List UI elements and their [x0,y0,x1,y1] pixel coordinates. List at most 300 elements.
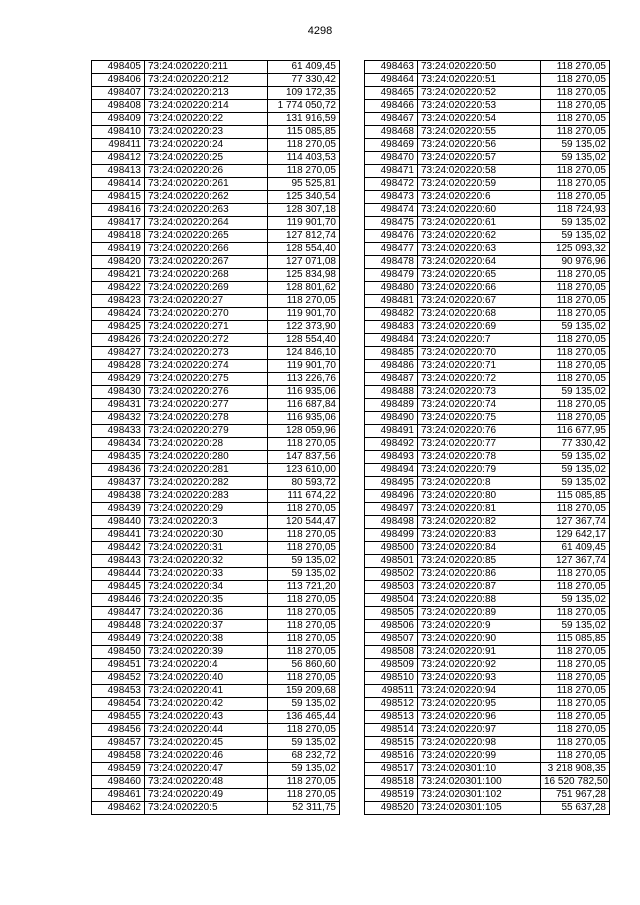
table-row [92,204,340,217]
value-cell: 59 135,02 [541,620,610,633]
row-number-cell: 498436 [92,464,145,477]
row-number-cell: 498516 [365,750,418,763]
cadastral-number-cell: 73:24:020220:280 [145,451,268,464]
value-cell: 59 135,02 [268,568,340,581]
cadastral-number-cell: 73:24:020220:266 [145,243,268,256]
table-row [92,802,340,815]
table-row [365,308,610,321]
value-cell: 61 409,45 [541,542,610,555]
value-cell: 118 270,05 [541,737,610,750]
value-cell: 118 270,05 [541,61,610,74]
row-number-cell: 498480 [365,282,418,295]
row-number-cell: 498505 [365,607,418,620]
table-row [92,100,340,113]
cadastral-number-cell: 73:24:020220:45 [145,737,268,750]
value-cell: 159 209,68 [268,685,340,698]
cadastral-number-cell: 73:24:020220:58 [418,165,541,178]
value-cell: 118 270,05 [268,646,340,659]
table-row [92,152,340,165]
value-cell: 118 270,05 [268,672,340,685]
table-row [92,334,340,347]
row-number-cell: 498514 [365,724,418,737]
cadastral-number-cell: 73:24:020220:211 [145,61,268,74]
value-cell: 95 525,81 [268,178,340,191]
table-row [92,87,340,100]
table-row [365,100,610,113]
cadastral-number-cell: 73:24:020220:47 [145,763,268,776]
row-number-cell: 498517 [365,763,418,776]
row-number-cell: 498431 [92,399,145,412]
row-number-cell: 498408 [92,100,145,113]
cadastral-number-cell: 73:24:020220:74 [418,399,541,412]
row-number-cell: 498482 [365,308,418,321]
table-row [92,776,340,789]
cadastral-number-cell: 73:24:020220:78 [418,451,541,464]
cadastral-number-cell: 73:24:020220:89 [418,607,541,620]
table-row [365,542,610,555]
row-number-cell: 498460 [92,776,145,789]
row-number-cell: 498512 [365,698,418,711]
value-cell: 118 270,05 [268,139,340,152]
row-number-cell: 498454 [92,698,145,711]
cadastral-number-cell: 73:24:020220:28 [145,438,268,451]
row-number-cell: 498509 [365,659,418,672]
row-number-cell: 498511 [365,685,418,698]
row-number-cell: 498446 [92,594,145,607]
table-row [365,269,610,282]
cadastral-number-cell: 73:24:020220:268 [145,269,268,282]
cadastral-number-cell: 73:24:020220:39 [145,646,268,659]
cadastral-number-cell: 73:24:020220:273 [145,347,268,360]
value-cell: 59 135,02 [541,139,610,152]
row-number-cell: 498412 [92,152,145,165]
row-number-cell: 498420 [92,256,145,269]
cadastral-number-cell: 73:24:020220:71 [418,360,541,373]
row-number-cell: 498484 [365,334,418,347]
cadastral-number-cell: 73:24:020220:97 [418,724,541,737]
row-number-cell: 498508 [365,646,418,659]
cadastral-number-cell: 73:24:020220:3 [145,516,268,529]
row-number-cell: 498448 [92,620,145,633]
left-table-body [92,61,340,815]
table-row [365,152,610,165]
value-cell: 118 270,05 [541,334,610,347]
row-number-cell: 498485 [365,347,418,360]
page-number: 4298 [307,25,333,37]
cadastral-number-cell: 73:24:020220:214 [145,100,268,113]
table-row [92,126,340,139]
row-number-cell: 498413 [92,165,145,178]
cadastral-number-cell: 73:24:020220:51 [418,74,541,87]
cadastral-number-cell: 73:24:020220:41 [145,685,268,698]
value-cell: 118 270,05 [541,113,610,126]
value-cell: 68 232,72 [268,750,340,763]
cadastral-number-cell: 73:24:020220:283 [145,490,268,503]
row-number-cell: 498447 [92,607,145,620]
table-row [92,529,340,542]
cadastral-number-cell: 73:24:020220:30 [145,529,268,542]
row-number-cell: 498449 [92,633,145,646]
cadastral-number-cell: 73:24:020220:52 [418,87,541,100]
table-row [92,256,340,269]
value-cell: 90 976,96 [541,256,610,269]
cadastral-number-cell: 73:24:020220:29 [145,503,268,516]
row-number-cell: 498488 [365,386,418,399]
value-cell: 118 270,05 [268,438,340,451]
cadastral-number-cell: 73:24:020220:271 [145,321,268,334]
cadastral-number-cell: 73:24:020220:261 [145,178,268,191]
cadastral-number-cell: 73:24:020220:83 [418,529,541,542]
cadastral-number-cell: 73:24:020220:269 [145,282,268,295]
value-cell: 115 085,85 [268,126,340,139]
cadastral-number-cell: 73:24:020220:278 [145,412,268,425]
row-number-cell: 498452 [92,672,145,685]
value-cell: 118 270,05 [541,711,610,724]
value-cell: 118 270,05 [541,581,610,594]
table-row [92,243,340,256]
table-row [365,659,610,672]
row-number-cell: 498515 [365,737,418,750]
table-row [92,74,340,87]
value-cell: 118 270,05 [268,503,340,516]
cadastral-number-cell: 73:24:020220:76 [418,425,541,438]
value-cell: 118 270,05 [541,87,610,100]
value-cell: 118 270,05 [541,360,610,373]
cadastral-number-cell: 73:24:020301:100 [418,776,541,789]
value-cell: 118 270,05 [268,633,340,646]
cadastral-number-cell: 73:24:020301:105 [418,802,541,815]
cadastral-number-cell: 73:24:020220:4 [145,659,268,672]
value-cell: 127 071,08 [268,256,340,269]
value-cell: 116 935,06 [268,412,340,425]
cadastral-number-cell: 73:24:020220:32 [145,555,268,568]
value-cell: 109 172,35 [268,87,340,100]
row-number-cell: 498440 [92,516,145,529]
row-number-cell: 498405 [92,61,145,74]
table-row [365,789,610,802]
row-number-cell: 498450 [92,646,145,659]
value-cell: 59 135,02 [541,451,610,464]
cadastral-number-cell: 73:24:020220:70 [418,347,541,360]
row-number-cell: 498424 [92,308,145,321]
value-cell: 118 270,05 [268,594,340,607]
table-row [92,438,340,451]
row-number-cell: 498416 [92,204,145,217]
value-cell: 118 270,05 [541,750,610,763]
cadastral-number-cell: 73:24:020220:37 [145,620,268,633]
row-number-cell: 498471 [365,165,418,178]
table-row [92,568,340,581]
cadastral-number-cell: 73:24:020220:62 [418,230,541,243]
value-cell: 59 135,02 [541,464,610,477]
value-cell: 125 340,54 [268,191,340,204]
row-number-cell: 498467 [365,113,418,126]
cadastral-number-cell: 73:24:020220:22 [145,113,268,126]
cadastral-number-cell: 73:24:020220:53 [418,100,541,113]
value-cell: 59 135,02 [268,763,340,776]
table-row [365,724,610,737]
table-row [365,347,610,360]
table-row [92,308,340,321]
cadastral-number-cell: 73:24:020220:99 [418,750,541,763]
row-number-cell: 498519 [365,789,418,802]
table-row [365,295,610,308]
row-number-cell: 498407 [92,87,145,100]
row-number-cell: 498417 [92,217,145,230]
cadastral-number-cell: 73:24:020220:46 [145,750,268,763]
table-row [365,737,610,750]
row-number-cell: 498418 [92,230,145,243]
table-row [92,724,340,737]
value-cell: 118 270,05 [541,724,610,737]
row-number-cell: 498423 [92,295,145,308]
value-cell: 119 901,70 [268,217,340,230]
cadastral-number-cell: 73:24:020220:75 [418,412,541,425]
value-cell: 113 226,76 [268,373,340,386]
value-cell: 118 270,05 [541,685,610,698]
table-row [365,555,610,568]
table-row [92,750,340,763]
table-row [365,399,610,412]
row-number-cell: 498470 [365,152,418,165]
cadastral-number-cell: 73:24:020220:9 [418,620,541,633]
row-number-cell: 498518 [365,776,418,789]
cadastral-number-cell: 73:24:020220:267 [145,256,268,269]
row-number-cell: 498469 [365,139,418,152]
cadastral-number-cell: 73:24:020220:281 [145,464,268,477]
value-cell: 118 724,93 [541,204,610,217]
row-number-cell: 498439 [92,503,145,516]
table-row [92,594,340,607]
row-number-cell: 498489 [365,399,418,412]
cadastral-number-cell: 73:24:020220:60 [418,204,541,217]
cadastral-number-cell: 73:24:020220:26 [145,165,268,178]
table-row [92,516,340,529]
row-number-cell: 498499 [365,529,418,542]
table-row [92,269,340,282]
table-row [365,490,610,503]
row-number-cell: 498435 [92,451,145,464]
table-row [365,672,610,685]
row-number-cell: 498503 [365,581,418,594]
right-data-table [364,60,610,815]
row-number-cell: 498465 [365,87,418,100]
cadastral-number-cell: 73:24:020220:66 [418,282,541,295]
table-row [365,360,610,373]
row-number-cell: 498422 [92,282,145,295]
value-cell: 59 135,02 [268,698,340,711]
value-cell: 118 270,05 [541,412,610,425]
row-number-cell: 498468 [365,126,418,139]
value-cell: 116 935,06 [268,386,340,399]
row-number-cell: 498496 [365,490,418,503]
table-row [92,685,340,698]
table-row [365,386,610,399]
cadastral-number-cell: 73:24:020220:25 [145,152,268,165]
value-cell: 59 135,02 [541,477,610,490]
row-number-cell: 498520 [365,802,418,815]
row-number-cell: 498483 [365,321,418,334]
row-number-cell: 498472 [365,178,418,191]
table-row [92,347,340,360]
row-number-cell: 498475 [365,217,418,230]
table-row [92,763,340,776]
value-cell: 127 812,74 [268,230,340,243]
value-cell: 118 270,05 [541,269,610,282]
value-cell: 122 373,90 [268,321,340,334]
row-number-cell: 498428 [92,360,145,373]
cadastral-number-cell: 73:24:020220:24 [145,139,268,152]
table-row [365,763,610,776]
value-cell: 118 270,05 [541,191,610,204]
cadastral-number-cell: 73:24:020220:67 [418,295,541,308]
cadastral-number-cell: 73:24:020220:264 [145,217,268,230]
table-row [92,451,340,464]
row-number-cell: 498495 [365,477,418,490]
value-cell: 124 846,10 [268,347,340,360]
table-row [92,646,340,659]
value-cell: 118 270,05 [541,74,610,87]
table-row [365,633,610,646]
row-number-cell: 498419 [92,243,145,256]
row-number-cell: 498463 [365,61,418,74]
row-number-cell: 498492 [365,438,418,451]
cadastral-number-cell: 73:24:020220:65 [418,269,541,282]
row-number-cell: 498507 [365,633,418,646]
value-cell: 119 901,70 [268,360,340,373]
table-row [365,178,610,191]
row-number-cell: 498500 [365,542,418,555]
table-row [365,74,610,87]
row-number-cell: 498453 [92,685,145,698]
cadastral-number-cell: 73:24:020220:96 [418,711,541,724]
table-row [365,594,610,607]
table-row [92,555,340,568]
value-cell: 128 554,40 [268,243,340,256]
cadastral-number-cell: 73:24:020220:90 [418,633,541,646]
cadastral-number-cell: 73:24:020220:35 [145,594,268,607]
value-cell: 131 916,59 [268,113,340,126]
value-cell: 125 093,32 [541,243,610,256]
value-cell: 118 270,05 [541,126,610,139]
value-cell: 115 085,85 [541,490,610,503]
value-cell: 118 270,05 [541,568,610,581]
cadastral-number-cell: 73:24:020220:279 [145,425,268,438]
table-row [92,737,340,750]
row-number-cell: 498491 [365,425,418,438]
table-row [365,217,610,230]
cadastral-number-cell: 73:24:020220:6 [418,191,541,204]
row-number-cell: 498444 [92,568,145,581]
row-number-cell: 498426 [92,334,145,347]
cadastral-number-cell: 73:24:020220:213 [145,87,268,100]
value-cell: 123 610,00 [268,464,340,477]
value-cell: 118 270,05 [541,698,610,711]
value-cell: 59 135,02 [541,321,610,334]
cadastral-number-cell: 73:24:020220:61 [418,217,541,230]
row-number-cell: 498421 [92,269,145,282]
table-row [92,789,340,802]
row-number-cell: 498434 [92,438,145,451]
value-cell: 118 270,05 [541,347,610,360]
cadastral-number-cell: 73:24:020220:272 [145,334,268,347]
cadastral-number-cell: 73:24:020220:275 [145,373,268,386]
row-number-cell: 498486 [365,360,418,373]
table-row [92,425,340,438]
row-number-cell: 498458 [92,750,145,763]
value-cell: 118 270,05 [541,607,610,620]
table-row [92,659,340,672]
cadastral-number-cell: 73:24:020220:64 [418,256,541,269]
value-cell: 115 085,85 [541,633,610,646]
table-row [365,243,610,256]
value-cell: 147 837,56 [268,451,340,464]
value-cell: 52 311,75 [268,802,340,815]
table-row [92,698,340,711]
table-row [365,126,610,139]
value-cell: 116 687,84 [268,399,340,412]
row-number-cell: 498406 [92,74,145,87]
table-row [365,568,610,581]
value-cell: 3 218 908,35 [541,763,610,776]
value-cell: 118 270,05 [541,165,610,178]
row-number-cell: 498430 [92,386,145,399]
table-row [365,165,610,178]
table-row [92,217,340,230]
table-row [365,321,610,334]
table-row [365,191,610,204]
value-cell: 128 554,40 [268,334,340,347]
table-row [365,776,610,789]
table-row [92,360,340,373]
table-row [365,230,610,243]
cadastral-number-cell: 73:24:020220:77 [418,438,541,451]
table-row [365,438,610,451]
value-cell: 118 270,05 [541,295,610,308]
row-number-cell: 498425 [92,321,145,334]
row-number-cell: 498409 [92,113,145,126]
cadastral-number-cell: 73:24:020220:84 [418,542,541,555]
cadastral-number-cell: 73:24:020220:23 [145,126,268,139]
table-row [92,373,340,386]
table-row [365,373,610,386]
table-row [92,386,340,399]
value-cell: 118 270,05 [268,789,340,802]
cadastral-number-cell: 73:24:020220:91 [418,646,541,659]
row-number-cell: 498443 [92,555,145,568]
value-cell: 128 059,96 [268,425,340,438]
value-cell: 118 270,05 [268,529,340,542]
table-row [92,282,340,295]
row-number-cell: 498464 [365,74,418,87]
cadastral-number-cell: 73:24:020220:36 [145,607,268,620]
row-number-cell: 498476 [365,230,418,243]
table-row [92,490,340,503]
value-cell: 128 307,18 [268,204,340,217]
cadastral-number-cell: 73:24:020220:69 [418,321,541,334]
table-row [365,464,610,477]
table-row [92,620,340,633]
table-row [92,230,340,243]
row-number-cell: 498506 [365,620,418,633]
row-number-cell: 498442 [92,542,145,555]
table-row [92,165,340,178]
row-number-cell: 498429 [92,373,145,386]
cadastral-number-cell: 73:24:020220:73 [418,386,541,399]
cadastral-number-cell: 73:24:020220:57 [418,152,541,165]
value-cell: 118 270,05 [541,399,610,412]
row-number-cell: 498477 [365,243,418,256]
